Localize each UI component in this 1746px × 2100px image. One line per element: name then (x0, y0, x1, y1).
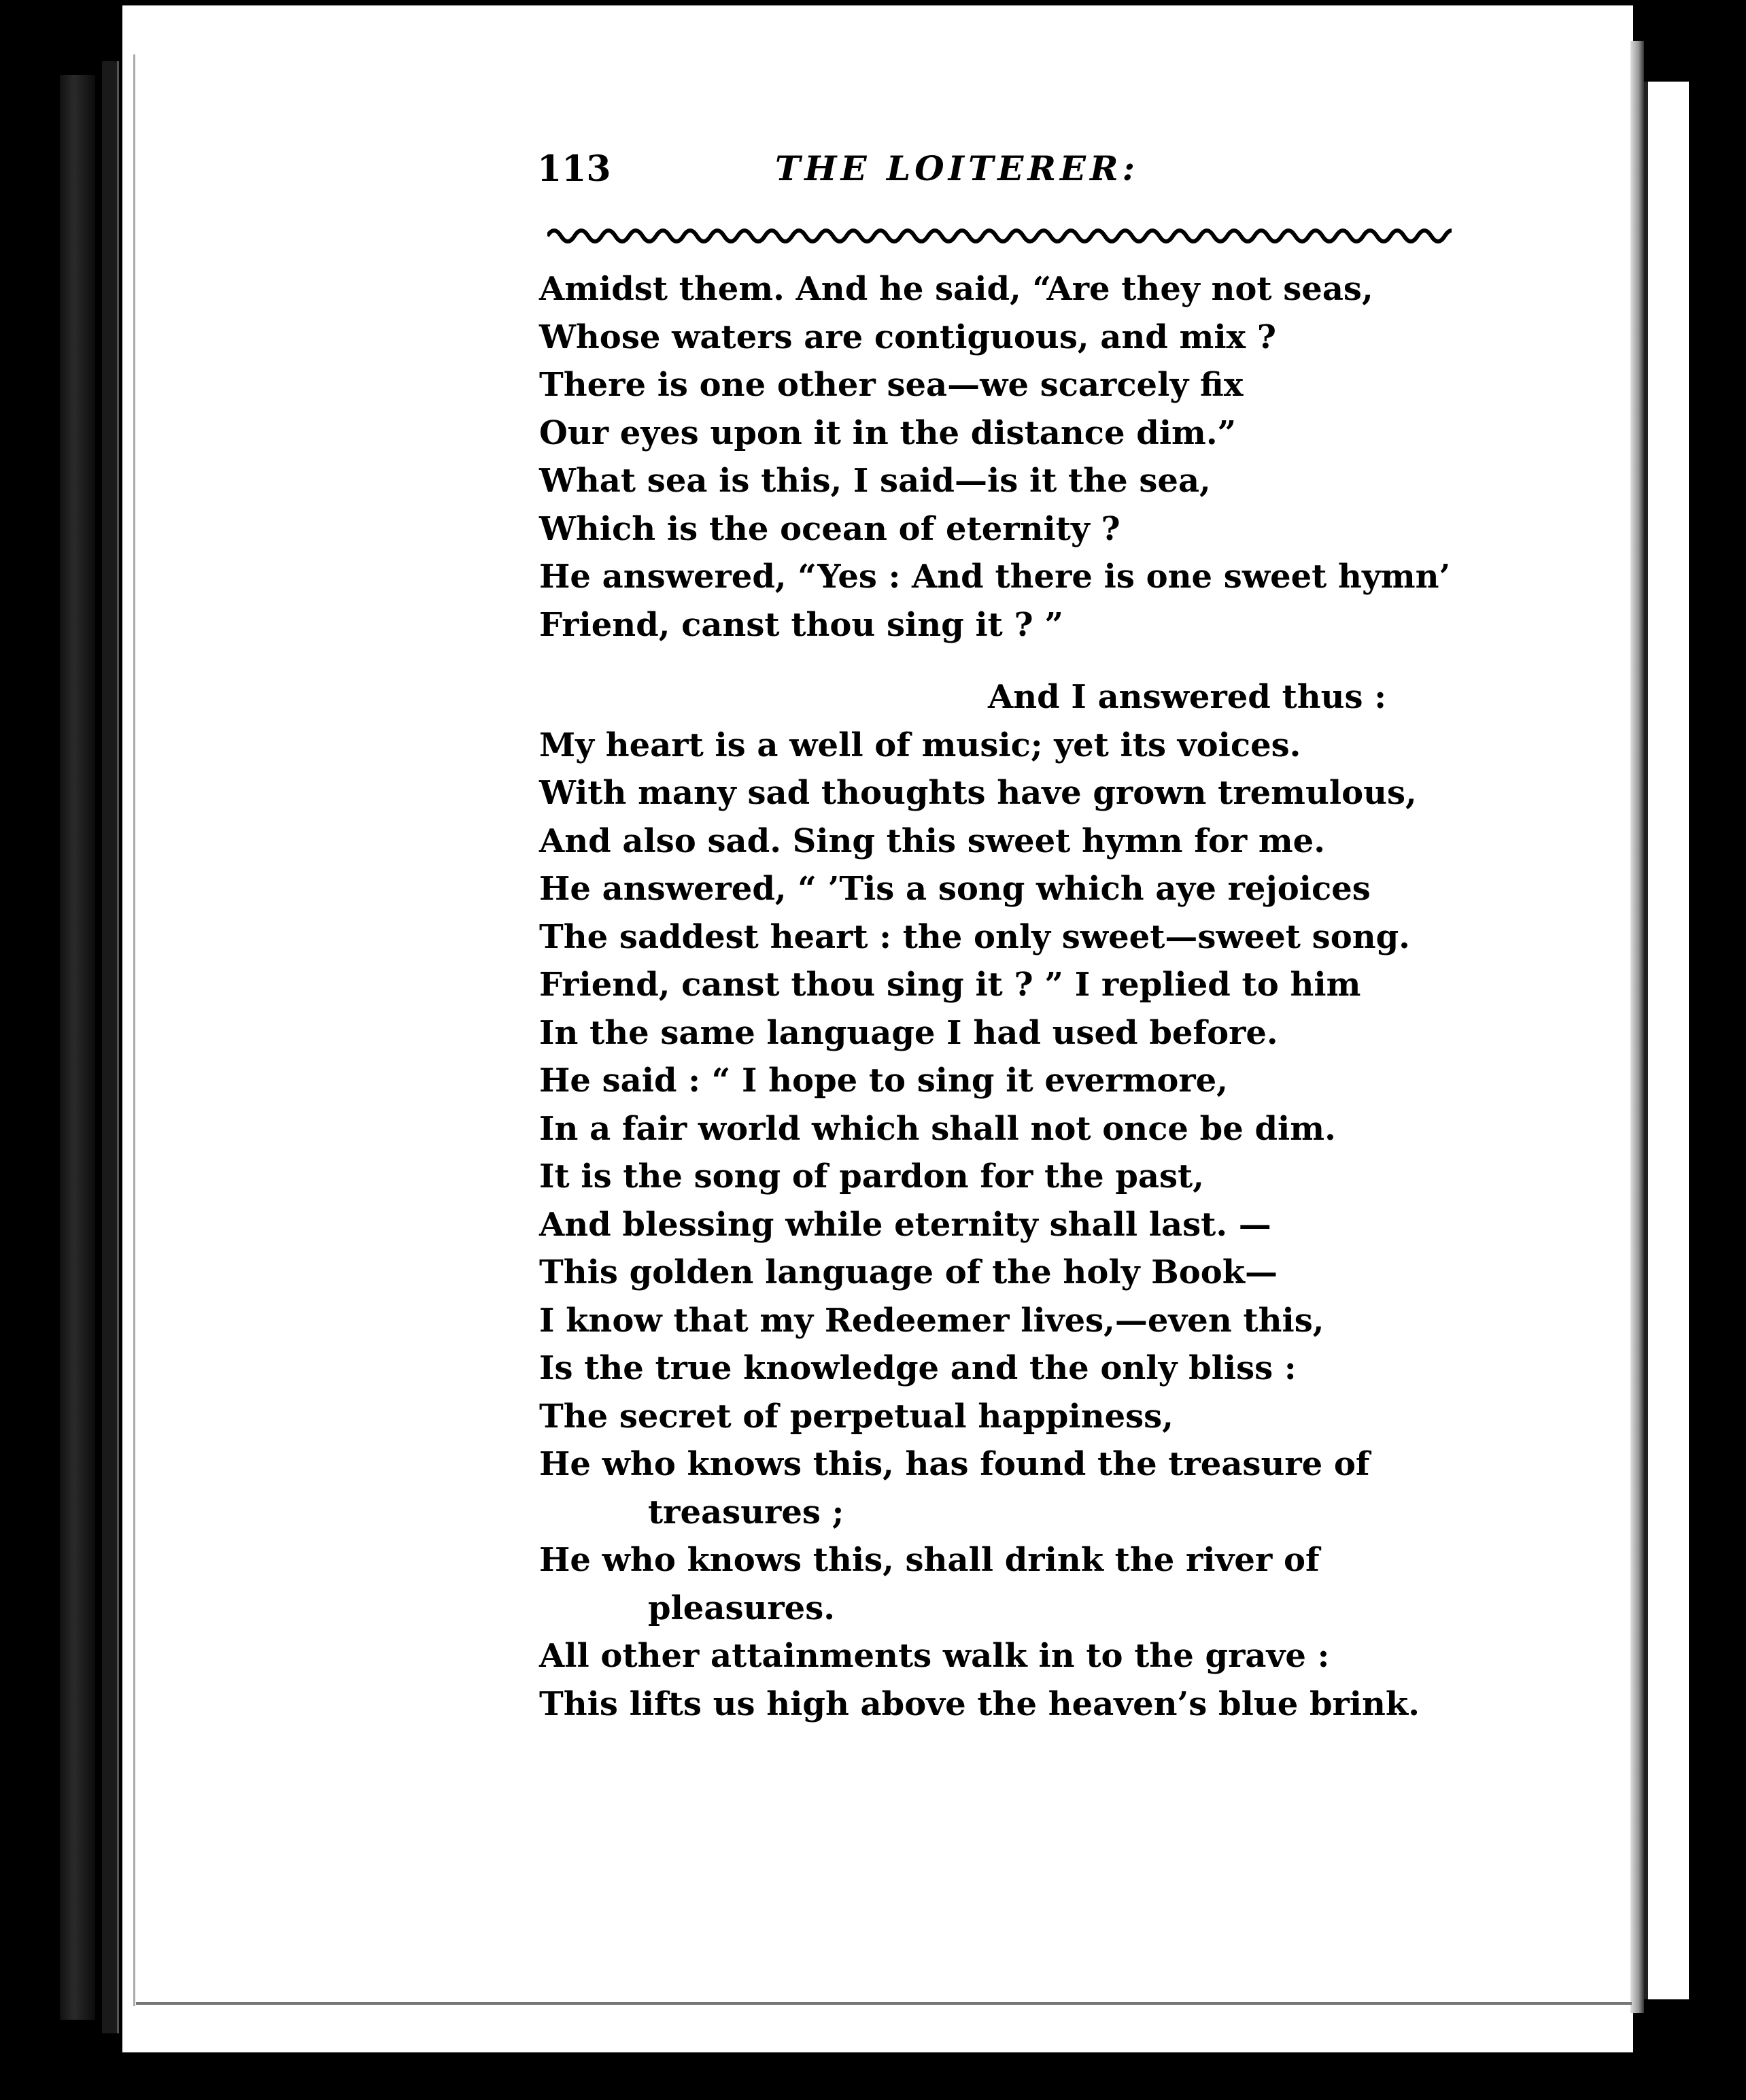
wavy-rule-ornament (547, 221, 1452, 248)
binding-edge (102, 61, 119, 2033)
poem-line: Friend, canst thou sing it ? ” (539, 605, 1063, 644)
poem-line: In a fair world which shall not once be dim. (539, 1109, 1336, 1148)
poem-line: I know that my Redeemer lives,—even this, (539, 1301, 1324, 1340)
poem-line: It is the song of pardon for the past, (539, 1157, 1204, 1196)
poem-line: Amidst them. And he said, “Are they not seas, (539, 270, 1373, 308)
poem-line: My heart is a well of music; yet its voices. (539, 726, 1301, 764)
running-title: THE LOITERER: (775, 148, 1140, 188)
poem-line: Is the true knowledge and the only bliss : (539, 1349, 1297, 1387)
page-gutter-shadow (1630, 41, 1644, 2013)
book-binding (60, 75, 95, 2020)
poem-line: This golden language of the holy Book— (539, 1253, 1278, 1291)
poem-line-continuation: treasures ; (648, 1493, 844, 1531)
poem-line: He who knows this, shall drink the river of (539, 1541, 1320, 1579)
poem-line-answer: And I answered thus : (988, 678, 1386, 716)
poem-line: He who knows this, has found the treasure of (539, 1445, 1370, 1483)
poem-line: Which is the ocean of eternity ? (539, 509, 1120, 548)
poem-line: This lifts us high above the heaven’s blue brink. (539, 1684, 1420, 1723)
page-bottom-border (136, 2002, 1632, 2005)
poem-line-continuation: pleasures. (648, 1589, 835, 1627)
poem-line: He said : “ I hope to sing it evermore, (539, 1062, 1228, 1100)
page-right-edge (1644, 82, 1689, 1999)
poem-line: He answered, “Yes : And there is one sweet hymn’ (539, 558, 1451, 596)
poem-line: In the same language I had used before. (539, 1013, 1278, 1052)
poem-line: The saddest heart : the only sweet—sweet song. (539, 917, 1410, 956)
poem-line: Whose waters are contiguous, and mix ? (539, 318, 1277, 356)
poem-line: He answered, “ ’Tis a song which aye rejoices (539, 870, 1371, 908)
running-head (537, 148, 1435, 203)
page-left-border (133, 54, 135, 2006)
poem-line: With many sad thoughts have grown tremulous, (539, 774, 1417, 812)
poem-line: What sea is this, I said—is it the sea, (539, 462, 1211, 500)
page-number: 113 (537, 148, 611, 190)
poem-line: And blessing while eternity shall last. — (539, 1205, 1271, 1244)
poem-line: Our eyes upon it in the distance dim.” (539, 413, 1237, 452)
poem-line: There is one other sea—we scarcely fix (539, 366, 1244, 404)
stanza-gap (539, 649, 1477, 673)
poem-text (539, 265, 1477, 1728)
poem-line: Friend, canst thou sing it ? ” I replied to him (539, 966, 1361, 1004)
poem-line: All other attainments walk in to the grave : (539, 1637, 1330, 1675)
poem-line: The secret of perpetual happiness, (539, 1397, 1174, 1436)
poem-line: And also sad. Sing this sweet hymn for me. (539, 822, 1325, 860)
